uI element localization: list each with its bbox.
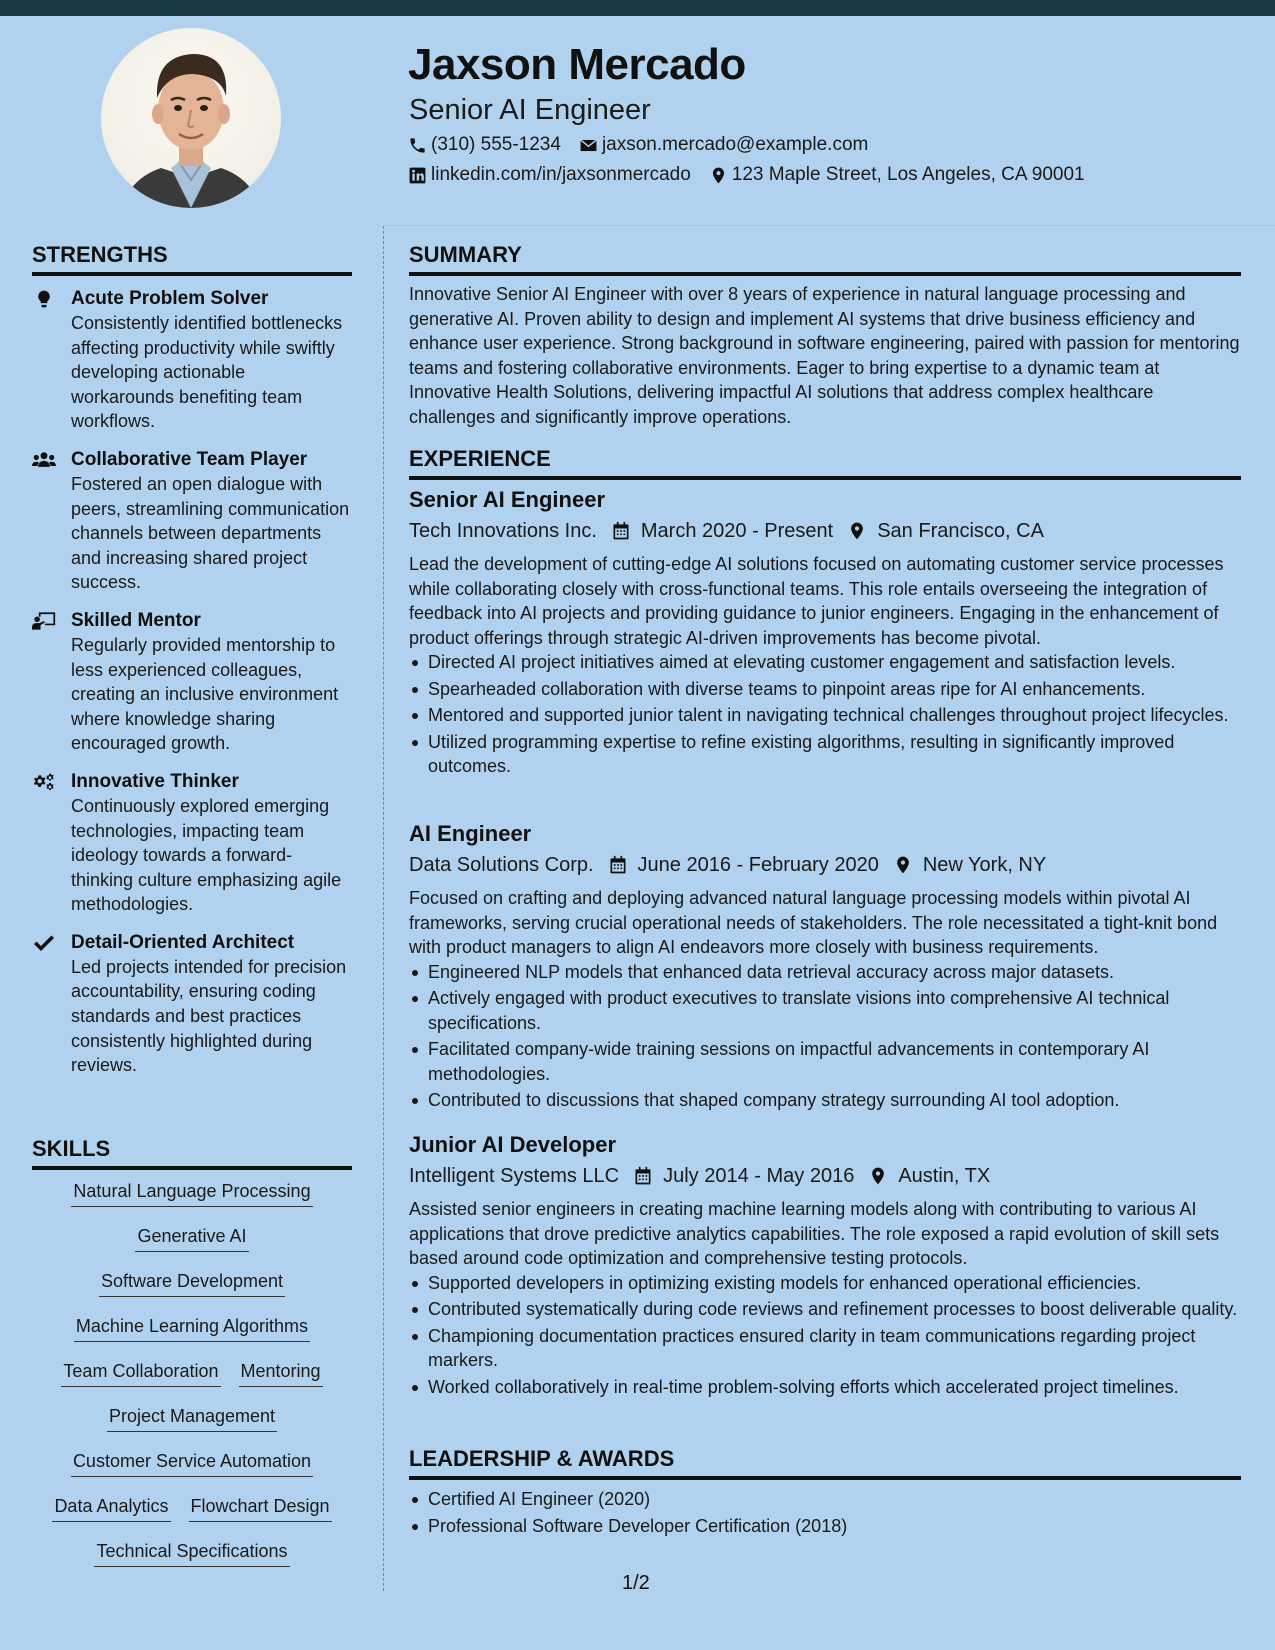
summary-heading: SUMMARY <box>409 242 1241 276</box>
experience-heading: EXPERIENCE <box>409 446 1241 480</box>
strength-desc: Regularly provided mentorship to less experienced colleagues, creating an inclusive environment where knowledge sharing encouraged growth. <box>71 634 339 754</box>
map-pin-icon <box>893 855 913 875</box>
lightbulb-icon <box>32 289 56 309</box>
skill-tag: Flowchart Design <box>189 1494 332 1522</box>
candidate-name: Jaxson Mercado <box>408 40 746 89</box>
phone-contact <box>408 134 561 156</box>
candidate-title: Senior AI Engineer <box>409 94 651 126</box>
job-entry <box>409 1131 1241 1401</box>
strength-item <box>32 287 352 434</box>
job-dates <box>633 1163 854 1189</box>
job-description: Focused on crafting and deploying advanced natural language processing models within pivotal AI frameworks, serving crucial operational needs of stakeholders. The role necessitated a tight-knit bond with product managers to align AI endeavors more closely with business requirements. <box>409 888 1218 957</box>
list-item: Directed AI project initiatives aimed at elevating customer engagement and satisfaction levels. <box>409 650 1241 675</box>
strength-item <box>32 609 352 756</box>
address-contact <box>709 164 1085 186</box>
job-title: Senior AI Engineer <box>409 487 606 512</box>
calendar-icon <box>611 521 631 541</box>
strength-title: Detail-Oriented Architect <box>71 931 295 953</box>
strength-title: Acute Problem Solver <box>71 288 269 309</box>
header-divider <box>384 225 1275 226</box>
email-contact[interactable] <box>579 134 868 156</box>
skill-tag: Data Analytics <box>52 1494 170 1522</box>
list-item: Supported developers in optimizing existing models for enhanced operational efficiencies. <box>409 1271 1241 1296</box>
calendar-icon <box>633 1166 653 1186</box>
job-dates-text: July 2014 - May 2016 <box>663 1165 855 1187</box>
job-location-text: San Francisco, CA <box>877 520 1044 542</box>
job-bullets <box>409 1271 1241 1400</box>
list-item: Utilized programming expertise to refine existing algorithms, resulting in significantly improved outcomes. <box>409 730 1241 779</box>
job-entry <box>409 486 1241 781</box>
checkmark-icon <box>32 933 56 953</box>
list-item: Facilitated company-wide training sessions on impactful advancements in contemporary AI methodologies. <box>409 1037 1241 1086</box>
job-dates <box>611 518 833 544</box>
page-number: 1/2 <box>622 1572 650 1594</box>
linkedin-text[interactable]: linkedin.com/in/jaxsonmercado <box>431 164 691 185</box>
job-location <box>868 1163 990 1189</box>
list-item: Mentored and supported junior talent in navigating technical challenges throughout project lifecycles. <box>409 703 1241 728</box>
strengths-heading: STRENGTHS <box>32 242 352 276</box>
skills-heading: SKILLS <box>32 1136 352 1170</box>
envelope-icon <box>579 136 598 155</box>
top-accent-bar <box>0 0 1275 16</box>
email-text[interactable]: jaxson.mercado@example.com <box>601 134 869 155</box>
linkedin-contact[interactable] <box>408 164 691 186</box>
list-item: Championing documentation practices ensured clarity in team communications regarding project markers. <box>409 1324 1241 1373</box>
job-dates-text: June 2016 - February 2020 <box>637 854 879 876</box>
strength-item <box>32 448 352 595</box>
chalkboard-teacher-icon <box>32 611 56 631</box>
job-meta <box>409 852 1241 878</box>
linkedin-icon <box>408 166 427 185</box>
phone-text: (310) 555-1234 <box>431 134 561 155</box>
skill-tag: Customer Service Automation <box>71 1449 313 1477</box>
skill-tag: Team Collaboration <box>61 1359 220 1387</box>
awards-heading: LEADERSHIP & AWARDS <box>409 1446 1241 1480</box>
job-location-text: Austin, TX <box>898 1165 991 1187</box>
company-name: Data Solutions Corp. <box>409 854 594 876</box>
strength-desc: Continuously explored emerging technologies, impacting team ideology towards a forward-thinking culture emphasizing agile methodologies. <box>71 795 342 915</box>
users-icon <box>32 450 56 470</box>
job-bullets <box>409 650 1241 779</box>
job-description: Lead the development of cutting-edge AI solutions focused on automating customer service processes while collaborating closely with cross-functional teams. This role entails overseeing the integration of feedback into AI projects and providing guidance to junior engineers. Engaging in the enhancement of product offerings through strategic AI-driven improvements has become pivotal. <box>409 554 1224 648</box>
column-divider <box>383 226 384 1591</box>
job-dates <box>608 852 879 878</box>
list-item: Actively engaged with product executives to translate visions into comprehensive AI technical specifications. <box>409 986 1241 1035</box>
job-title: AI Engineer <box>409 821 532 846</box>
calendar-icon <box>608 855 628 875</box>
skill-tag: Technical Specifications <box>94 1539 289 1567</box>
company-name: Tech Innovations Inc. <box>409 520 597 542</box>
map-pin-icon <box>847 521 867 541</box>
strength-title: Skilled Mentor <box>71 609 201 631</box>
awards-list <box>409 1487 1241 1538</box>
job-description: Assisted senior engineers in creating machine learning models along with contributing to various AI applications that drove predictive analytics capabilities. The role exposed a rapid evolution of skill sets based around code optimization and comprehensive testing protocols. <box>409 1199 1220 1268</box>
strength-item <box>32 931 352 1078</box>
summary-text: Innovative Senior AI Engineer with over 8 years of experience in natural language processing and generative AI. Proven ability to design and implement AI systems that drive business efficiency and enhance user experience. Strong background in software engineering, paired with passion for mentoring teams and fostering collaborative environments. Eager to bring expertise to a dynamic team at Innovative Health Solutions, delivering impactful AI solutions that address complex healthcare challenges and significantly improve operations. <box>409 284 1240 427</box>
job-meta <box>409 518 1241 544</box>
contact-row-1 <box>408 134 886 156</box>
list-item: Certified AI Engineer (2020) <box>409 1487 1241 1512</box>
strength-title: Innovative Thinker <box>71 770 239 792</box>
address-text: 123 Maple Street, Los Angeles, CA 90001 <box>731 164 1085 185</box>
job-meta <box>409 1163 1241 1189</box>
skill-tag: Machine Learning Algorithms <box>74 1314 310 1342</box>
company-name: Intelligent Systems LLC <box>409 1165 620 1187</box>
strength-item <box>32 770 352 917</box>
list-item: Spearheaded collaboration with diverse teams to pinpoint areas ripe for AI enhancements. <box>409 677 1241 702</box>
job-location <box>847 518 1044 544</box>
skill-tag: Project Management <box>107 1404 277 1432</box>
strength-desc: Fostered an open dialogue with peers, streamlining communication channels between departments and increasing shared project success. <box>71 473 350 593</box>
strength-desc: Consistently identified bottlenecks affecting productivity while swiftly developing actionable workarounds benefiting team workflows. <box>71 313 343 432</box>
skill-tag: Generative AI <box>135 1224 248 1252</box>
skill-tag: Natural Language Processing <box>71 1179 312 1207</box>
list-item: Contributed to discussions that shaped company strategy surrounding AI tool adoption. <box>409 1088 1241 1113</box>
profile-photo <box>101 28 281 208</box>
job-entry <box>409 820 1241 1115</box>
map-pin-icon <box>868 1166 888 1186</box>
strength-desc: Led projects intended for precision accountability, ensuring coding standards and best practices consistently highlighted during reviews. <box>71 956 347 1076</box>
skills-list <box>32 1179 352 1584</box>
strengths-list <box>32 287 352 1092</box>
contact-row-2 <box>408 164 1103 186</box>
skill-tag: Software Development <box>99 1269 285 1297</box>
job-bullets <box>409 960 1241 1113</box>
list-item: Engineered NLP models that enhanced data retrieval accuracy across major datasets. <box>409 960 1241 985</box>
strength-title: Collaborative Team Player <box>71 448 308 470</box>
phone-icon <box>408 136 427 155</box>
job-title: Junior AI Developer <box>409 1132 617 1157</box>
map-pin-icon <box>709 166 728 185</box>
gears-icon <box>32 772 56 792</box>
list-item: Worked collaboratively in real-time problem-solving efforts which accelerated project timelines. <box>409 1375 1241 1400</box>
job-location <box>893 852 1046 878</box>
job-dates-text: March 2020 - Present <box>640 520 834 542</box>
list-item: Contributed systematically during code reviews and refinement processes to boost deliverable quality. <box>409 1297 1241 1322</box>
awards-section <box>409 1487 1241 1540</box>
skill-tag: Mentoring <box>239 1359 323 1387</box>
list-item: Professional Software Developer Certification (2018) <box>409 1514 1241 1539</box>
job-location-text: New York, NY <box>922 854 1047 876</box>
